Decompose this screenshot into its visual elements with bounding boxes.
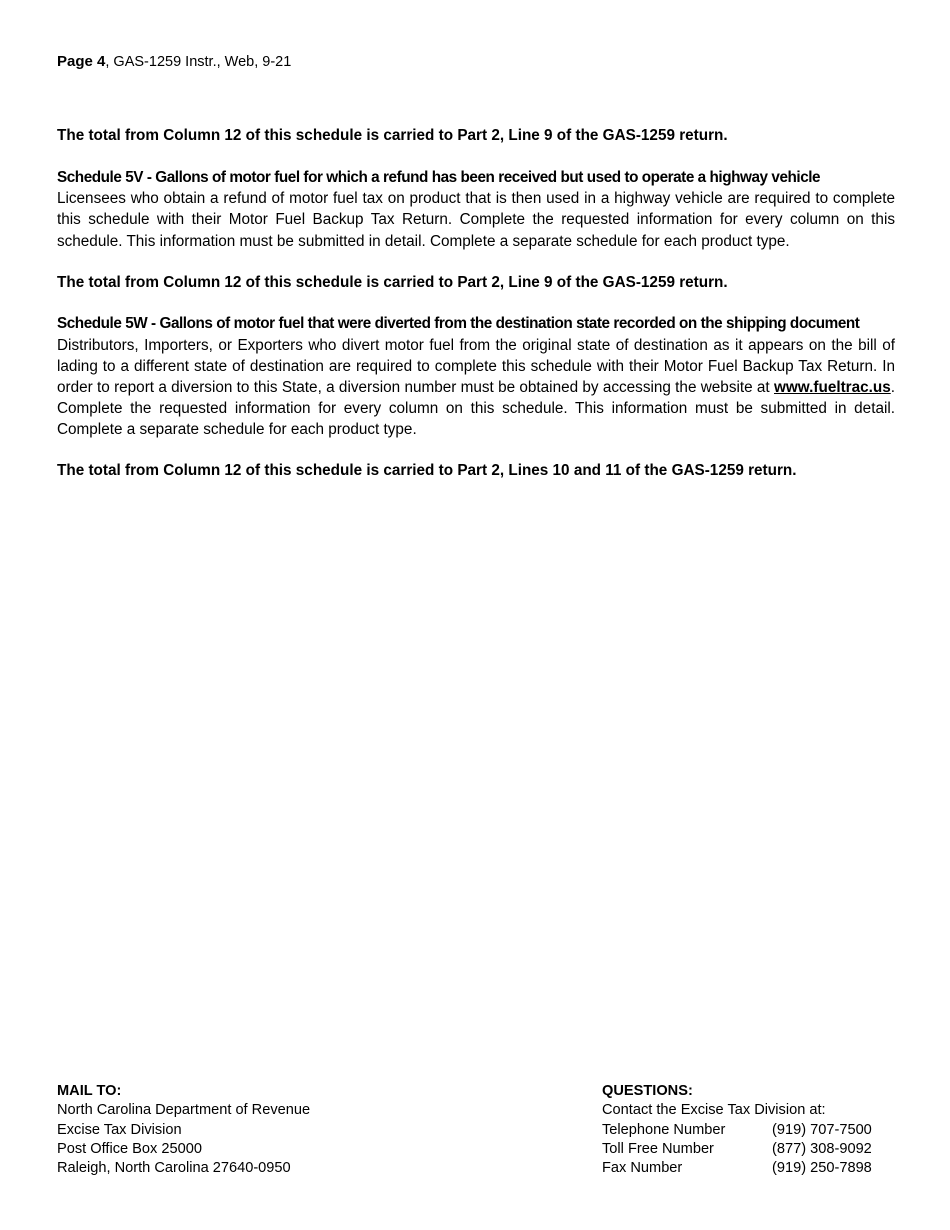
schedule-5w-heading: Schedule 5W - Gallons of motor fuel that were diverted from the destination state recorded on the shipping document bbox=[57, 315, 860, 333]
contact-value: (919) 707-7500 bbox=[772, 1121, 872, 1138]
contact-value: (877) 308-9092 bbox=[772, 1140, 872, 1157]
schedule-5w-text-part1: Distributors, Importers, or Exporters who divert motor fuel from the original state of destination as it appears on the bill of lading to a different state of destination are required to complete this schedule with their Motor Fuel Backup Tax Return. In order to report a diversion to this State, a diversion number must be obtained by accessing the website at bbox=[57, 336, 895, 397]
page-header bbox=[57, 53, 291, 70]
schedule-5v-block bbox=[57, 168, 895, 252]
page-footer bbox=[57, 1082, 895, 1178]
schedule-5v-text: Licensees who obtain a refund of motor fuel tax on product that is then used in a highway vehicle are required to complete this schedule with their Motor Fuel Backup Tax Return. Complete the requested information for every column on this schedule. This information must be submitted in detail. Complete a separate schedule for each product type. bbox=[57, 190, 895, 250]
schedule-5w-text bbox=[57, 335, 895, 441]
total-statement-3: The total from Column 12 of this schedule is carried to Part 2, Lines 10 and 11 of the GAS-1259 return. bbox=[57, 462, 797, 480]
mail-to-line: Excise Tax Division bbox=[57, 1121, 182, 1138]
contact-row bbox=[602, 1140, 895, 1159]
questions-section bbox=[602, 1082, 895, 1178]
contact-row bbox=[602, 1121, 895, 1140]
mail-to-line: Post Office Box 25000 bbox=[57, 1140, 202, 1157]
document-reference: , GAS-1259 Instr., Web, 9-21 bbox=[105, 54, 292, 70]
total-statement-1: The total from Column 12 of this schedule is carried to Part 2, Line 9 of the GAS-1259 return. bbox=[57, 127, 728, 144]
total-statement-2-block bbox=[57, 273, 895, 294]
document-content bbox=[57, 126, 895, 503]
questions-title: QUESTIONS: bbox=[602, 1083, 693, 1099]
schedule-5w-block bbox=[57, 314, 895, 440]
mail-to-line: North Carolina Department of Revenue bbox=[57, 1102, 311, 1119]
schedule-5v-heading: Schedule 5V - Gallons of motor fuel for which a refund has been received but used to operate a highway vehicle bbox=[57, 168, 821, 186]
contact-label: Fax Number bbox=[602, 1160, 683, 1176]
page-number: Page 4 bbox=[57, 53, 106, 70]
mail-to-section bbox=[57, 1082, 602, 1178]
contact-label: Toll Free Number bbox=[602, 1140, 714, 1157]
mail-to-title: MAIL TO: bbox=[57, 1083, 122, 1099]
contact-label: Telephone Number bbox=[602, 1121, 726, 1138]
fueltrac-link[interactable]: www.fueltrac.us bbox=[774, 379, 891, 397]
contact-row bbox=[602, 1159, 895, 1178]
schedule-5w-text-part2: . Complete the requested information for every column on this schedule. This information must be submitted in detail. Complete a separate schedule for each product type. bbox=[57, 379, 895, 439]
total-statement-2: The total from Column 12 of this schedule is carried to Part 2, Line 9 of the GAS-1259 return. bbox=[57, 273, 728, 291]
total-statement-1-block bbox=[57, 126, 895, 147]
contact-value: (919) 250-7898 bbox=[772, 1160, 872, 1176]
questions-subtitle: Contact the Excise Tax Division at: bbox=[602, 1102, 826, 1119]
total-statement-3-block bbox=[57, 461, 895, 482]
mail-to-line: Raleigh, North Carolina 27640-0950 bbox=[57, 1160, 291, 1176]
